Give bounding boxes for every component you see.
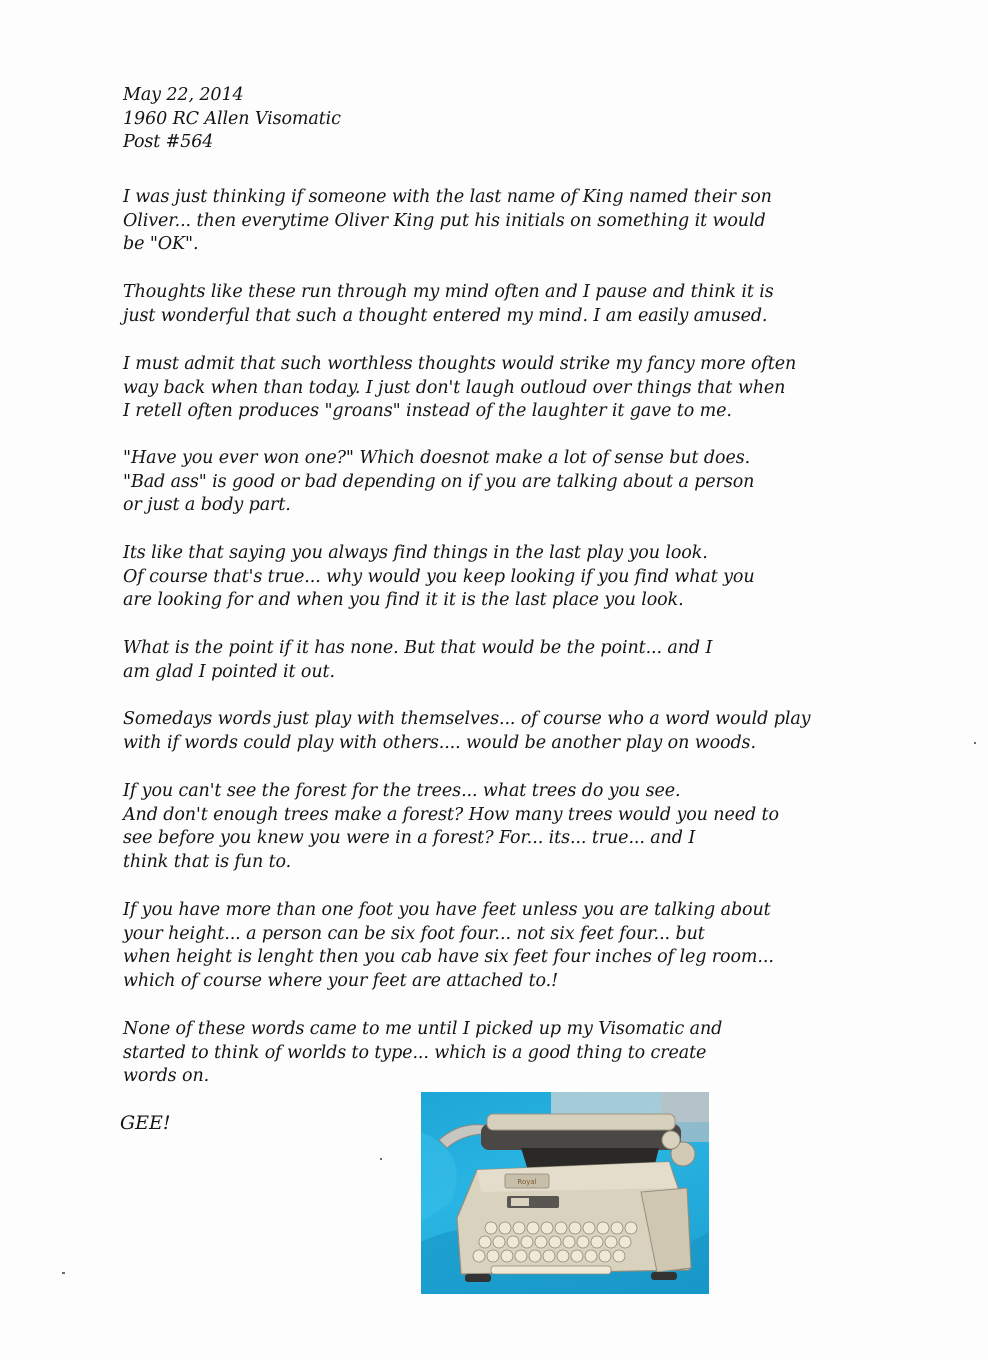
- paragraph-line: words on.: [123, 1066, 210, 1086]
- paragraph-line: with if words could play with others.... would be another play on woods.: [123, 732, 756, 753]
- paragraph-line: And don't enough trees make a forest? How many trees would you need to: [123, 804, 779, 825]
- paper-speck: [974, 742, 976, 744]
- letter-header: [123, 84, 863, 155]
- paragraph-line: your height... a person can be six foot four... not six feet four... but: [123, 923, 705, 944]
- paper-speck: [380, 1158, 382, 1160]
- paragraph-2: [123, 281, 863, 328]
- typewriter-photo: [421, 1092, 709, 1294]
- paragraph-8: [123, 780, 863, 874]
- paragraph-line: which of course where your feet are attached to.!: [123, 970, 559, 991]
- paragraph-9: [123, 899, 863, 993]
- paragraph-5: [123, 542, 863, 613]
- paragraph-line: started to think of worlds to type... which is a good thing to create: [123, 1042, 707, 1063]
- paragraph-line: think that is fun to.: [123, 851, 292, 872]
- paragraph-line: I was just thinking if someone with the last name of King named their son: [123, 187, 772, 207]
- paragraph-line: "Have you ever won one?" Which doesnot make a lot of sense but does.: [123, 448, 751, 468]
- paragraph-line: None of these words came to me until I picked up my Visomatic and: [123, 1019, 723, 1039]
- paragraph-line: am glad I pointed it out.: [123, 661, 335, 682]
- svg-text:Royal: Royal: [517, 1178, 537, 1186]
- paragraph-line: Its like that saying you always find things in the last play you look.: [123, 543, 708, 563]
- paragraph-line: Of course that's true... why would you keep looking if you find what you: [123, 566, 755, 587]
- paragraph-line: I must admit that such worthless thoughts would strike my fancy more often: [123, 354, 797, 374]
- typewriter-icon: [421, 1092, 709, 1294]
- paper-speck: [62, 1272, 65, 1274]
- letter-date: May 22, 2014: [123, 85, 244, 105]
- letter-post-number: Post #564: [123, 132, 214, 152]
- paragraph-line: be "OK".: [123, 234, 199, 254]
- paragraph-7: [123, 708, 863, 755]
- paragraph-line: when height is lenght then you cab have six feet four inches of leg room...: [123, 947, 774, 967]
- paragraph-line: What is the point if it has none. But that would be the point... and I: [123, 638, 713, 658]
- paragraph-line: see before you knew you were in a forest? For... its... true... and I: [123, 828, 696, 848]
- paragraph-line: If you have more than one foot you have feet unless you are talking about: [123, 900, 771, 920]
- signature: GEE!: [120, 1112, 171, 1134]
- paragraph-line: are looking for and when you find it it is the last place you look.: [123, 590, 684, 610]
- paragraph-line: "Bad ass" is good or bad depending on if you are talking about a person: [123, 471, 755, 492]
- paragraph-line: Oliver... then everytime Oliver King put his initials on something it would: [123, 210, 766, 231]
- paragraph-line: Thoughts like these run through my mind often and I pause and think it is: [123, 282, 774, 302]
- paragraph-line: or just a body part.: [123, 495, 291, 515]
- paragraph-line: just wonderful that such a thought entered my mind. I am easily amused.: [123, 305, 768, 326]
- paragraph-4: [123, 447, 863, 518]
- paragraph-line: I retell often produces "groans" instead of the laughter it gave to me.: [123, 401, 732, 421]
- paragraph-1: [123, 186, 863, 257]
- paragraph-10: [123, 1018, 863, 1089]
- paragraph-line: If you can't see the forest for the trees... what trees do you see.: [123, 781, 681, 801]
- paragraph-line: way back when than today. I just don't laugh outloud over things that when: [123, 377, 786, 398]
- paragraph-line: Somedays words just play with themselves... of course who a word would play: [123, 709, 811, 729]
- paragraph-6: [123, 637, 863, 684]
- paragraph-3: [123, 353, 863, 424]
- letter-machine: 1960 RC Allen Visomatic: [123, 108, 341, 129]
